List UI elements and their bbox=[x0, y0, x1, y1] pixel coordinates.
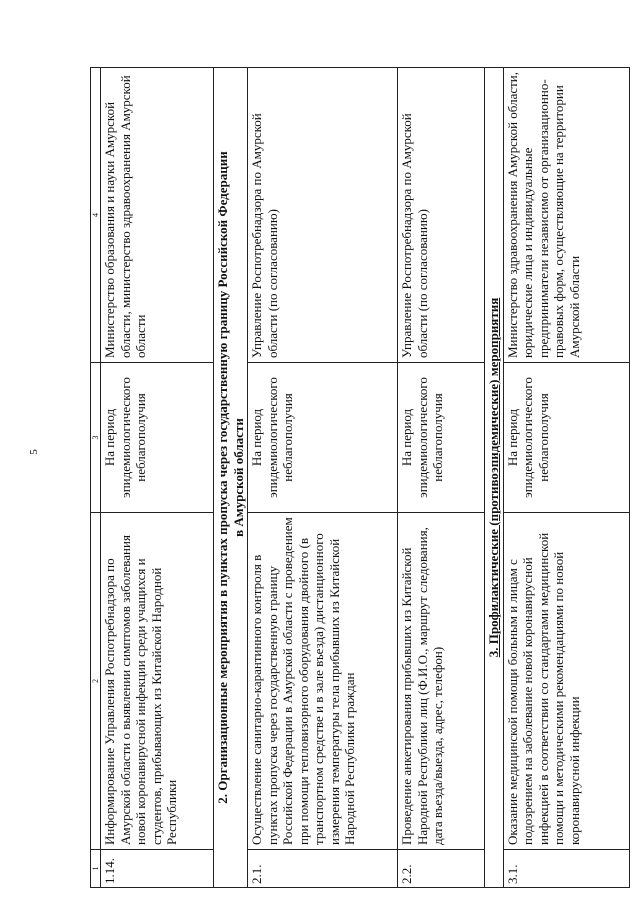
row-number: 2.1. bbox=[248, 850, 398, 888]
row-number: 2.2. bbox=[398, 850, 485, 888]
table-row bbox=[248, 68, 398, 888]
row-term: На период эпидемиологического неблагополучия bbox=[398, 363, 485, 513]
page-number: 5 bbox=[28, 449, 40, 455]
header-row bbox=[91, 68, 101, 888]
row-term: На период эпидемиологического неблагополучия bbox=[503, 363, 629, 513]
measures-table bbox=[90, 67, 630, 888]
header-col-1: 1 bbox=[91, 850, 101, 888]
table-row bbox=[503, 68, 629, 888]
row-term: На период эпидемиологического неблагополучия bbox=[101, 363, 214, 513]
row-action: Информирование Управления Роспотребнадзора по Амурской области о выявлении симптомов заболевания новой коронавирусной инфекции среди учащихся и студентов, прибывающих из Китайской Народной Республики bbox=[101, 513, 214, 850]
header-col-4: 4 bbox=[91, 68, 101, 363]
table-row bbox=[101, 68, 214, 888]
row-responsible: Управление Роспотребнадзора по Амурской области (по согласованию) bbox=[248, 68, 398, 363]
row-number: 1.14. bbox=[101, 850, 214, 888]
section-3-title: 3. Профилактические (противоэпидемические) мероприятия bbox=[485, 68, 504, 888]
section-2-line-2: в Амурской области bbox=[230, 418, 246, 537]
row-action: Проведение анкетирования прибывших из Китайской Народной Республики лиц (Ф.И.О., маршрут следования, дата въезда/выезда, адрес, телефон) bbox=[398, 513, 485, 850]
section-2-line-1: 2. Организационные мероприятия в пунктах пропуска через государственную границу Российской Федерации bbox=[215, 151, 230, 804]
row-term: На период эпидемиологического неблагополучия bbox=[248, 363, 398, 513]
section-row bbox=[485, 68, 504, 888]
row-responsible: Управление Роспотребнадзора по Амурской области (по согласованию) bbox=[398, 68, 485, 363]
section-2-title bbox=[214, 68, 248, 888]
row-action: Осуществление санитарно-карантинного контроля в пунктах пропуска через государственную границу Российской Федерации в Амурской области с проведением при помощи тепловизорного оборудования двойного (в транспортном средстве и в зале въезда) дистанционного измерения температуры тела прибывших из Китайской Народной Республики граждан bbox=[248, 513, 398, 850]
row-number: 3.1. bbox=[503, 850, 629, 888]
header-col-2: 2 bbox=[91, 513, 101, 850]
row-responsible: Министерство образования и науки Амурской области, министерство здравоохранения Амурской области bbox=[101, 68, 214, 363]
header-col-3: 3 bbox=[91, 363, 101, 513]
row-action: Оказание медицинской помощи больным и лицам с подозрением на заболевание новой коронавирусной инфекцией в соответствии со стандартами медицинской помощи и методическими рекомендациями по новой коронавирусной инфекции bbox=[503, 513, 629, 850]
rotated-table-container bbox=[90, 68, 624, 888]
table-row bbox=[398, 68, 485, 888]
section-row bbox=[214, 68, 248, 888]
row-responsible: Министерство здравоохранения Амурской области, юридические лица и индивидуальные предприниматели независимо от организационно-правовых форм, осуществляющие на территории Амурской области bbox=[503, 68, 629, 363]
